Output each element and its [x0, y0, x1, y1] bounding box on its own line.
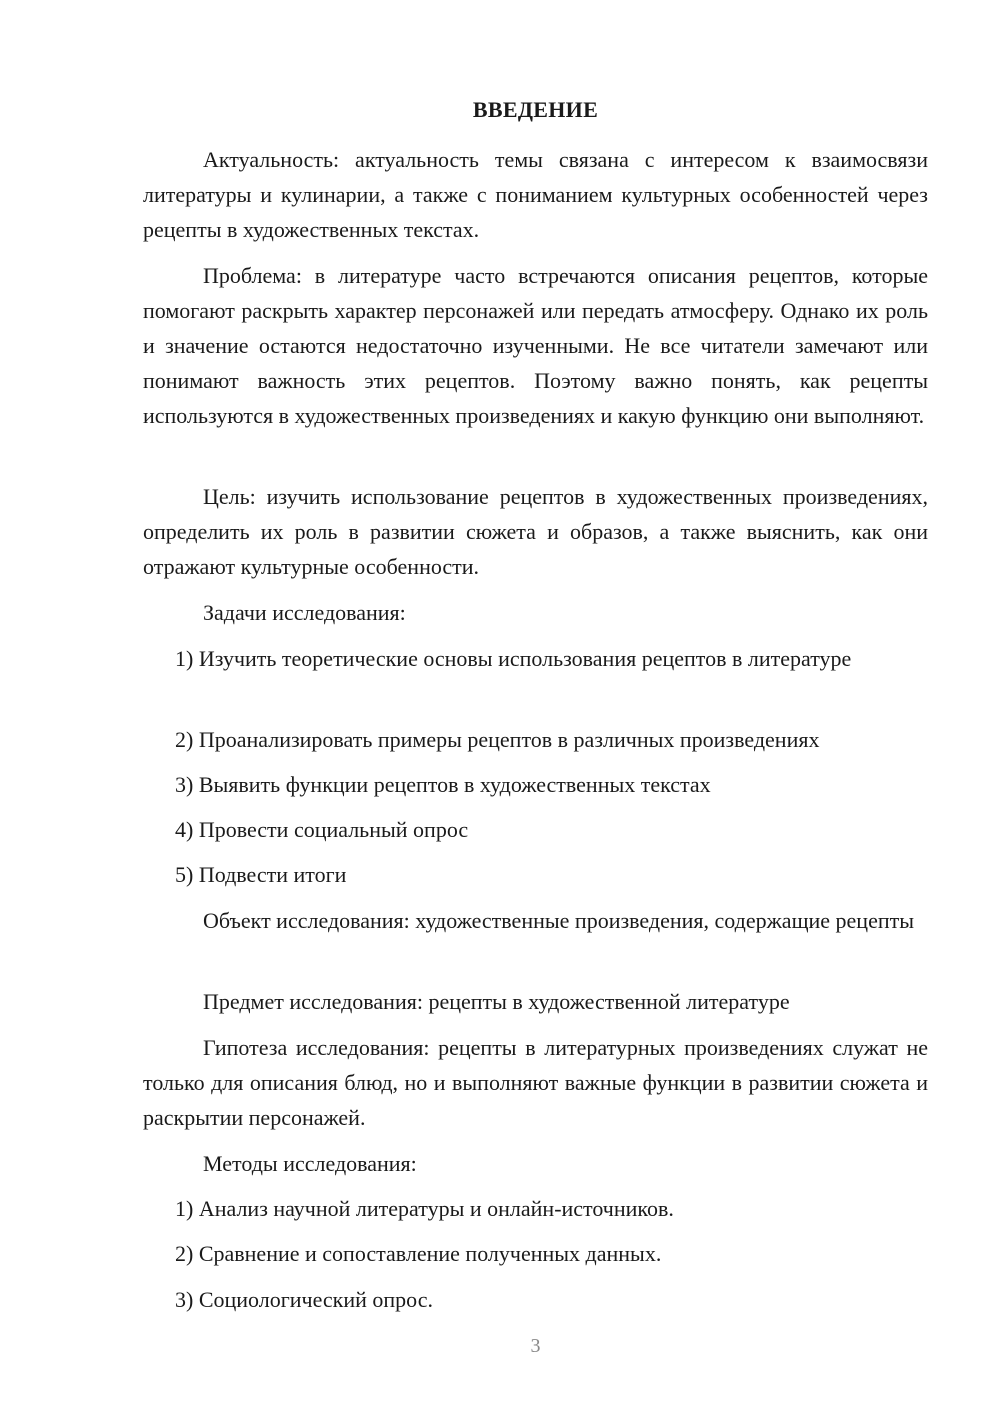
tasks-heading: Задачи исследования:	[203, 600, 406, 625]
hypothesis-paragraph: Гипотеза исследования: рецепты в литературных произведениях служат не только для описания блюд, но и выполняют важные функции в развитии сюжета и раскрытии персонажей.	[143, 1035, 928, 1130]
method-item: 1) Анализ научной литературы и онлайн-источников.	[175, 1196, 674, 1221]
page-title: ВВЕДЕНИЕ	[472, 97, 599, 122]
method-item: 2) Сравнение и сопоставление полученных данных.	[175, 1241, 662, 1266]
problem-paragraph: Проблема: в литературе часто встречаются описания рецептов, которые помогают раскрыть характер персонажей или передать атмосферу. Однако их роль и значение остаются недостаточно изученными. Не все читатели замечают или понимают важность этих рецептов. Поэтому важно понять, как рецепты используются в художественных произведениях и какую функцию они выполняют.	[143, 263, 928, 428]
task-item: 5) Подвести итоги	[175, 862, 347, 887]
goal-paragraph: Цель: изучить использование рецептов в художественных произведениях, определить их роль в развитии сюжета и образов, а также выяснить, как они отражают культурные особенности.	[143, 484, 928, 579]
subject-paragraph: Предмет исследования: рецепты в художественной литературе	[203, 989, 790, 1014]
task-item: 3) Выявить функции рецептов в художественных текстах	[175, 772, 711, 797]
task-item: 4) Провести социальный опрос	[175, 817, 469, 842]
task-item: 2) Проанализировать примеры рецептов в различных произведениях	[175, 727, 820, 752]
object-paragraph: Объект исследования: художественные произведения, содержащие рецепты	[203, 908, 915, 933]
relevance-paragraph: Актуальность: актуальность темы связана с интересом к взаимосвязи литературы и кулинарии, а также с пониманием культурных особенностей через рецепты в художественных текстах.	[143, 147, 928, 242]
method-item: 3) Социологический опрос.	[175, 1287, 433, 1312]
page-number: 3	[530, 1335, 541, 1357]
methods-heading: Методы исследования:	[203, 1151, 417, 1176]
task-item: 1) Изучить теоретические основы использования рецептов в литературе	[175, 646, 852, 671]
